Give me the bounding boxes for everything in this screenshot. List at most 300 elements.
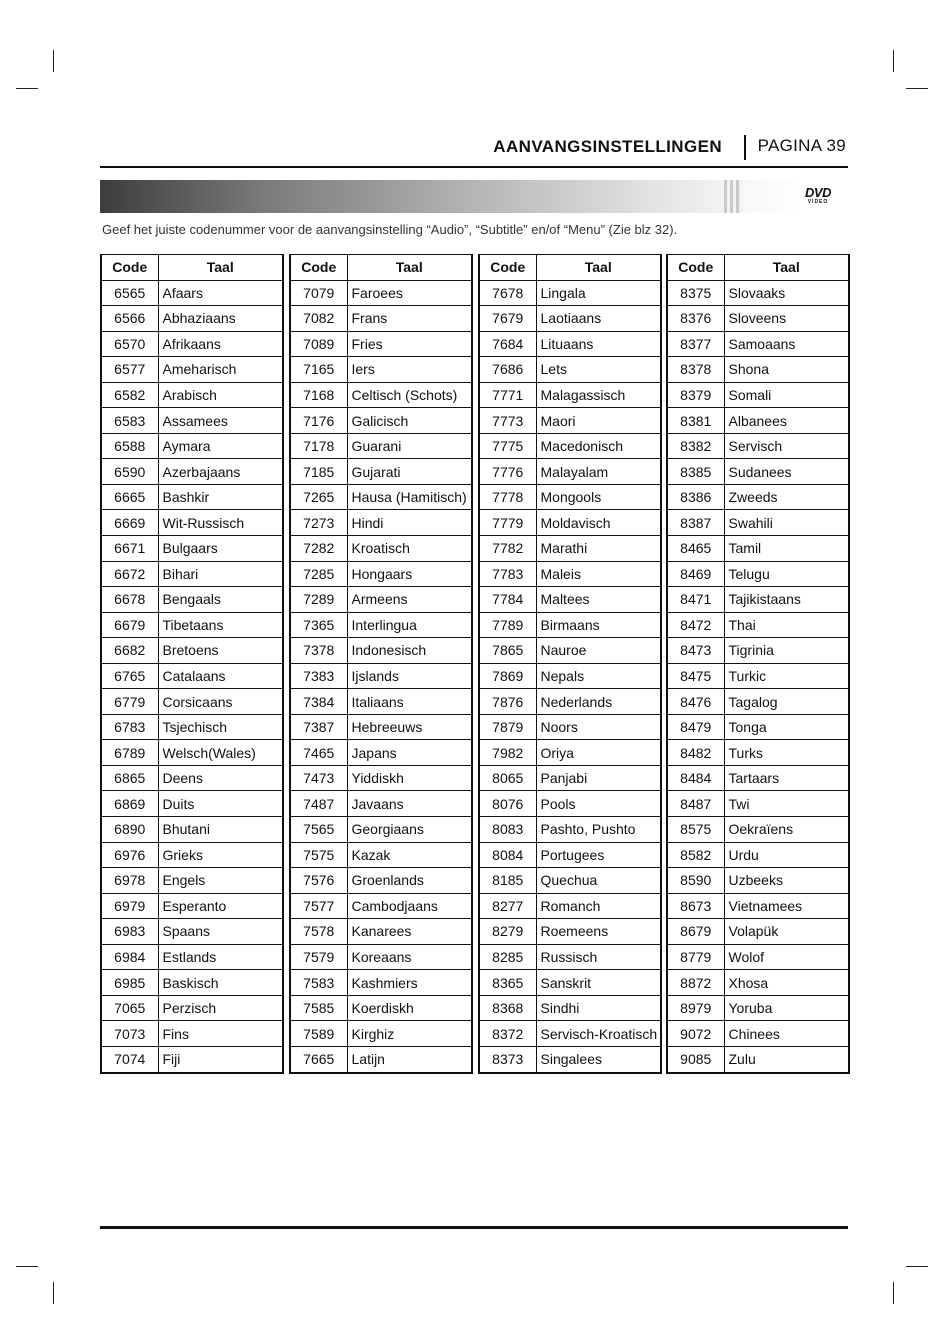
table-row [101, 740, 283, 766]
language-name: Oekraïens [724, 817, 849, 843]
language-code: 8484 [667, 765, 724, 791]
language-code: 7865 [479, 638, 536, 664]
language-name: Nauroe [536, 638, 661, 664]
language-name: Tsjechisch [158, 714, 283, 740]
language-name: Azerbajaans [158, 459, 283, 485]
table-row [290, 561, 472, 587]
table-row [290, 689, 472, 715]
language-code: 7876 [479, 689, 536, 715]
intro-text: Geef het juiste codenummer voor de aanvangsinstelling “Audio”, “Subtitle” en/of “Menu” (Zie blz 32). [102, 222, 678, 237]
table-row [101, 817, 283, 843]
table-row [290, 306, 472, 332]
crop-mark [53, 1282, 54, 1304]
language-name: Gujarati [347, 459, 472, 485]
language-code: 7665 [290, 1046, 347, 1072]
header-code: Code [290, 255, 347, 281]
language-name: Kirghiz [347, 1021, 472, 1047]
language-code: 8377 [667, 331, 724, 357]
language-name: Wolof [724, 944, 849, 970]
table-row [101, 357, 283, 383]
crop-mark [893, 50, 894, 72]
table-row [101, 408, 283, 434]
language-table [478, 254, 662, 1074]
table-row [101, 331, 283, 357]
language-code: 6665 [101, 484, 158, 510]
table-row [290, 1046, 472, 1072]
header-code: Code [479, 255, 536, 281]
table-row [290, 970, 472, 996]
language-code: 7678 [479, 280, 536, 306]
language-name: Quechua [536, 868, 661, 894]
language-code: 8476 [667, 689, 724, 715]
language-name: Ijslands [347, 663, 472, 689]
language-name: Duits [158, 791, 283, 817]
language-code: 7776 [479, 459, 536, 485]
table-row [667, 663, 849, 689]
table-header-row [667, 255, 849, 281]
language-name: Fiji [158, 1046, 283, 1072]
table-row [101, 510, 283, 536]
table-row [479, 459, 661, 485]
table-row [667, 740, 849, 766]
language-code-tables [100, 254, 849, 1074]
language-code: 7185 [290, 459, 347, 485]
table-row [101, 765, 283, 791]
table-row [479, 612, 661, 638]
language-name: Bulgaars [158, 536, 283, 562]
language-code: 7784 [479, 587, 536, 613]
language-code: 7577 [290, 893, 347, 919]
table-row [667, 1046, 849, 1072]
language-code: 7789 [479, 612, 536, 638]
table-header-row [290, 255, 472, 281]
language-code: 8582 [667, 842, 724, 868]
table-row [667, 995, 849, 1021]
language-name: Maltees [536, 587, 661, 613]
language-code: 6672 [101, 561, 158, 587]
language-code: 6984 [101, 944, 158, 970]
table-row [101, 536, 283, 562]
table-row [290, 484, 472, 510]
table-row [101, 561, 283, 587]
language-code: 7089 [290, 331, 347, 357]
table-row [667, 280, 849, 306]
language-code: 8475 [667, 663, 724, 689]
language-name: Singalees [536, 1046, 661, 1072]
table-row [667, 587, 849, 613]
table-row [290, 995, 472, 1021]
language-code: 6869 [101, 791, 158, 817]
table-row [290, 433, 472, 459]
table-row [101, 306, 283, 332]
language-name: Servisch [724, 433, 849, 459]
table-row [290, 817, 472, 843]
table-row [290, 842, 472, 868]
language-code: 7771 [479, 382, 536, 408]
language-name: Somali [724, 382, 849, 408]
language-code: 8479 [667, 714, 724, 740]
language-name: Galicisch [347, 408, 472, 434]
table-row [290, 331, 472, 357]
language-code: 7585 [290, 995, 347, 1021]
language-code: 8065 [479, 765, 536, 791]
table-row [290, 868, 472, 894]
language-name: Corsicaans [158, 689, 283, 715]
language-name: Deens [158, 765, 283, 791]
header-language: Taal [347, 255, 472, 281]
language-code: 7783 [479, 561, 536, 587]
language-name: Moldavisch [536, 510, 661, 536]
table-row [479, 689, 661, 715]
language-code: 7684 [479, 331, 536, 357]
language-code: 6679 [101, 612, 158, 638]
table-row [479, 919, 661, 945]
table-row [290, 714, 472, 740]
crop-mark [893, 1282, 894, 1304]
language-name: Shona [724, 357, 849, 383]
language-code: 8379 [667, 382, 724, 408]
language-code: 8372 [479, 1021, 536, 1047]
table-row [101, 1021, 283, 1047]
language-code: 8385 [667, 459, 724, 485]
language-code: 7583 [290, 970, 347, 996]
table-row [479, 306, 661, 332]
language-code: 7273 [290, 510, 347, 536]
table-row [479, 944, 661, 970]
language-code: 7589 [290, 1021, 347, 1047]
language-name: Thai [724, 612, 849, 638]
language-name: Lingala [536, 280, 661, 306]
table-row [101, 612, 283, 638]
language-name: Tonga [724, 714, 849, 740]
language-name: Tajikistaans [724, 587, 849, 613]
language-name: Abhaziaans [158, 306, 283, 332]
language-name: Bashkir [158, 484, 283, 510]
language-name: Zweeds [724, 484, 849, 510]
language-code: 8365 [479, 970, 536, 996]
language-code: 7289 [290, 587, 347, 613]
language-name: Javaans [347, 791, 472, 817]
language-code: 8387 [667, 510, 724, 536]
language-code: 6565 [101, 280, 158, 306]
table-row [290, 663, 472, 689]
language-name: Afrikaans [158, 331, 283, 357]
crop-mark [906, 1266, 928, 1267]
language-name: Tagalog [724, 689, 849, 715]
table-row [479, 740, 661, 766]
dvd-video-logo [800, 186, 836, 205]
language-code: 8673 [667, 893, 724, 919]
language-code: 6570 [101, 331, 158, 357]
language-name: Nederlands [536, 689, 661, 715]
language-name: Guarani [347, 433, 472, 459]
language-code: 6979 [101, 893, 158, 919]
language-name: Volapük [724, 919, 849, 945]
table-row [479, 663, 661, 689]
table-row [667, 689, 849, 715]
language-code: 7565 [290, 817, 347, 843]
language-name: Sloveens [724, 306, 849, 332]
table-row [101, 995, 283, 1021]
language-name: Italiaans [347, 689, 472, 715]
table-row [479, 484, 661, 510]
language-name: Russisch [536, 944, 661, 970]
table-row [101, 970, 283, 996]
language-name: Servisch-Kroatisch [536, 1021, 661, 1047]
table-header-row [479, 255, 661, 281]
table-row [667, 893, 849, 919]
language-name: Noors [536, 714, 661, 740]
language-name: Hindi [347, 510, 472, 536]
table-row [479, 408, 661, 434]
language-code: 7982 [479, 740, 536, 766]
language-name: Chinees [724, 1021, 849, 1047]
table-row [667, 842, 849, 868]
language-table [666, 254, 850, 1074]
table-row [101, 484, 283, 510]
language-name: Arabisch [158, 382, 283, 408]
language-code: 8382 [667, 433, 724, 459]
footer-rule [100, 1226, 848, 1229]
language-code: 6588 [101, 433, 158, 459]
language-name: Koreaans [347, 944, 472, 970]
page-number: PAGINA 39 [757, 136, 846, 155]
language-code: 8472 [667, 612, 724, 638]
language-code: 6865 [101, 765, 158, 791]
language-code: 6789 [101, 740, 158, 766]
header-divider [744, 135, 746, 160]
table-row [101, 689, 283, 715]
language-name: Fries [347, 331, 472, 357]
language-name: Slovaaks [724, 280, 849, 306]
table-row [479, 510, 661, 536]
header-language: Taal [536, 255, 661, 281]
language-name: Kanarees [347, 919, 472, 945]
table-row [101, 842, 283, 868]
table-row [290, 740, 472, 766]
language-code: 7168 [290, 382, 347, 408]
language-code: 7576 [290, 868, 347, 894]
table-row [290, 408, 472, 434]
language-code: 6976 [101, 842, 158, 868]
language-name: Pools [536, 791, 661, 817]
table-row [290, 357, 472, 383]
language-name: Cambodjaans [347, 893, 472, 919]
language-code: 8469 [667, 561, 724, 587]
language-name: Maleis [536, 561, 661, 587]
language-name: Sanskrit [536, 970, 661, 996]
table-row [667, 944, 849, 970]
table-row [290, 1021, 472, 1047]
language-name: Aymara [158, 433, 283, 459]
language-name: Faroees [347, 280, 472, 306]
language-code: 8465 [667, 536, 724, 562]
language-code: 9085 [667, 1046, 724, 1072]
table-row [290, 280, 472, 306]
language-code: 6985 [101, 970, 158, 996]
language-code: 7079 [290, 280, 347, 306]
language-name: Tamil [724, 536, 849, 562]
table-row [667, 638, 849, 664]
language-code: 7773 [479, 408, 536, 434]
language-name: Albanees [724, 408, 849, 434]
language-code: 7473 [290, 765, 347, 791]
language-name: Bretoens [158, 638, 283, 664]
language-code: 8487 [667, 791, 724, 817]
table-row [667, 484, 849, 510]
table-row [290, 536, 472, 562]
header-code: Code [101, 255, 158, 281]
table-row [101, 663, 283, 689]
table-row [101, 280, 283, 306]
table-row [101, 1046, 283, 1072]
table-row [667, 868, 849, 894]
language-name: Fins [158, 1021, 283, 1047]
section-title: AANVANGSINSTELLINGEN [493, 137, 722, 156]
language-code: 8084 [479, 842, 536, 868]
table-row [479, 817, 661, 843]
language-code: 8482 [667, 740, 724, 766]
language-name: Indonesisch [347, 638, 472, 664]
table-row [479, 995, 661, 1021]
table-row [290, 919, 472, 945]
language-name: Malagassisch [536, 382, 661, 408]
language-name: Macedonisch [536, 433, 661, 459]
language-name: Hausa (Hamitisch) [347, 484, 472, 510]
table-row [667, 357, 849, 383]
language-name: Latijn [347, 1046, 472, 1072]
table-row [290, 791, 472, 817]
language-name: Kazak [347, 842, 472, 868]
language-code: 7779 [479, 510, 536, 536]
language-name: Panjabi [536, 765, 661, 791]
language-code: 8779 [667, 944, 724, 970]
language-name: Sudanees [724, 459, 849, 485]
language-code: 8386 [667, 484, 724, 510]
language-code: 7686 [479, 357, 536, 383]
language-name: Romanch [536, 893, 661, 919]
table-row [479, 1046, 661, 1072]
language-code: 7265 [290, 484, 347, 510]
language-code: 9072 [667, 1021, 724, 1047]
table-row [667, 536, 849, 562]
language-code: 7387 [290, 714, 347, 740]
language-name: Yoruba [724, 995, 849, 1021]
table-row [667, 1021, 849, 1047]
language-name: Malayalam [536, 459, 661, 485]
language-code: 6682 [101, 638, 158, 664]
language-name: Laotiaans [536, 306, 661, 332]
language-code: 7384 [290, 689, 347, 715]
language-name: Pashto, Pushto [536, 817, 661, 843]
language-name: Turks [724, 740, 849, 766]
table-row [290, 510, 472, 536]
table-row [290, 382, 472, 408]
table-row [479, 638, 661, 664]
language-code: 8375 [667, 280, 724, 306]
language-code: 8679 [667, 919, 724, 945]
dvd-logo-text: DVD [805, 185, 831, 200]
banner-stripes [724, 180, 742, 213]
header-language: Taal [158, 255, 283, 281]
table-row [667, 510, 849, 536]
table-row [479, 893, 661, 919]
language-code: 6978 [101, 868, 158, 894]
language-code: 7578 [290, 919, 347, 945]
language-name: Groenlands [347, 868, 472, 894]
language-name: Iers [347, 357, 472, 383]
language-code: 8590 [667, 868, 724, 894]
language-code: 7575 [290, 842, 347, 868]
language-code: 6671 [101, 536, 158, 562]
table-row [101, 459, 283, 485]
language-name: Vietnamees [724, 893, 849, 919]
language-name: Koerdiskh [347, 995, 472, 1021]
table-row [101, 638, 283, 664]
language-name: Mongools [536, 484, 661, 510]
language-code: 8279 [479, 919, 536, 945]
language-name: Hongaars [347, 561, 472, 587]
language-name: Tartaars [724, 765, 849, 791]
table-row [290, 587, 472, 613]
table-row [290, 944, 472, 970]
language-code: 8381 [667, 408, 724, 434]
table-row [101, 868, 283, 894]
language-code: 7178 [290, 433, 347, 459]
header-code: Code [667, 255, 724, 281]
language-code: 7775 [479, 433, 536, 459]
language-name: Georgiaans [347, 817, 472, 843]
language-code: 8376 [667, 306, 724, 332]
language-name: Marathi [536, 536, 661, 562]
language-name: Twi [724, 791, 849, 817]
page-header [100, 126, 848, 168]
table-row [479, 382, 661, 408]
table-row [667, 331, 849, 357]
language-name: Kroatisch [347, 536, 472, 562]
crop-mark [16, 1266, 38, 1267]
language-code: 8979 [667, 995, 724, 1021]
language-code: 8575 [667, 817, 724, 843]
language-name: Esperanto [158, 893, 283, 919]
language-code: 8872 [667, 970, 724, 996]
language-name: Sindhi [536, 995, 661, 1021]
language-name: Baskisch [158, 970, 283, 996]
language-name: Japans [347, 740, 472, 766]
language-code: 7165 [290, 357, 347, 383]
table-row [479, 868, 661, 894]
language-code: 7869 [479, 663, 536, 689]
table-header-row [101, 255, 283, 281]
language-name: Assamees [158, 408, 283, 434]
table-row [290, 765, 472, 791]
language-code: 7782 [479, 536, 536, 562]
table-row [479, 714, 661, 740]
table-row [479, 357, 661, 383]
language-name: Tigrinia [724, 638, 849, 664]
language-code: 6582 [101, 382, 158, 408]
language-name: Turkic [724, 663, 849, 689]
language-code: 7065 [101, 995, 158, 1021]
language-name: Ameharisch [158, 357, 283, 383]
language-name: Armeens [347, 587, 472, 613]
table-row [479, 791, 661, 817]
language-name: Zulu [724, 1046, 849, 1072]
table-row [667, 408, 849, 434]
language-name: Swahili [724, 510, 849, 536]
language-name: Celtisch (Schots) [347, 382, 472, 408]
table-row [290, 459, 472, 485]
